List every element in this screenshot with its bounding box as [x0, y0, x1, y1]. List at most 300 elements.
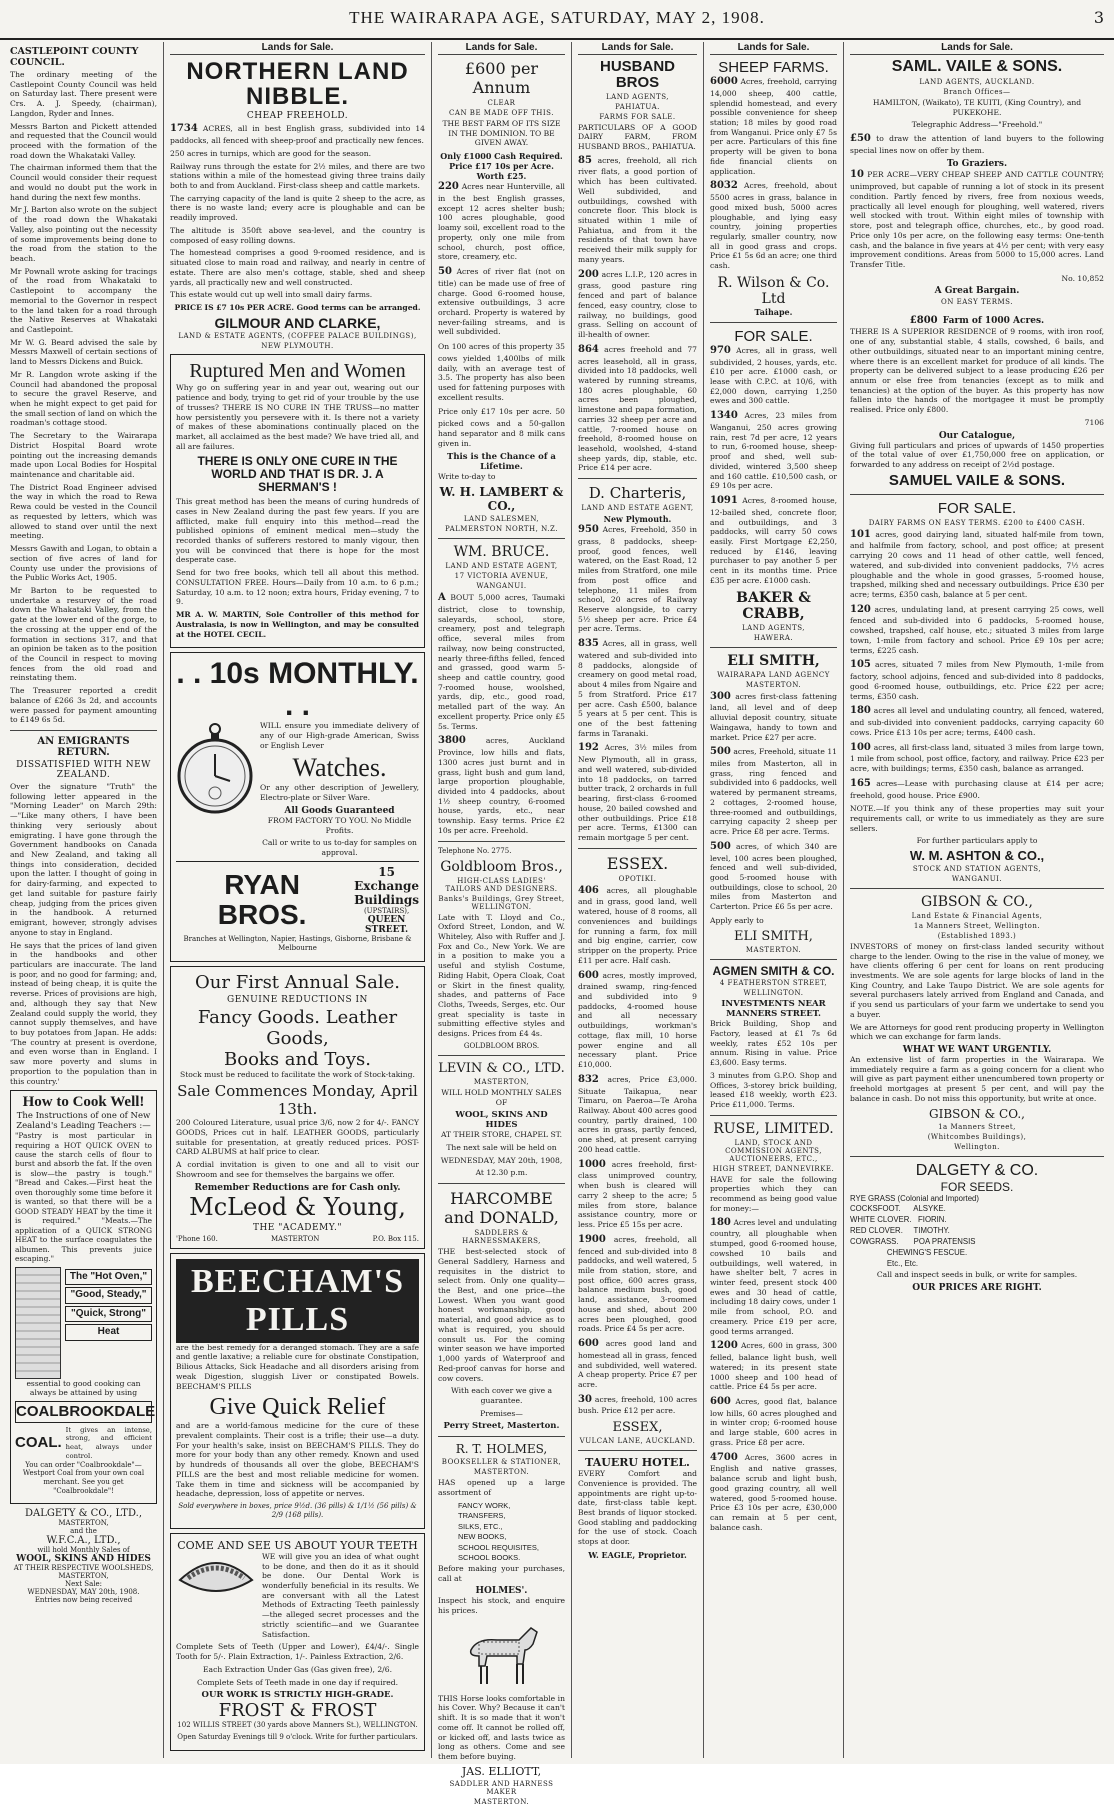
ryan-branches: Branches at Wellington, Napier, Hastings, Gisborne, Brisbane & Melbourne	[183, 934, 412, 952]
listing-number: 200	[578, 268, 599, 280]
call-to-us: Call or write to us to-day for samples on approval.	[262, 838, 417, 857]
listing-text: Acres, all in grass, well subdivided, 2 houses, yards, etc. £10 per acre. £1000 cash, or lease with C.P.C. at 10/6, with £2,000 down, carrying 1,250 ewes and 300 cattle.	[710, 345, 837, 406]
saml-sub: LAND AGENTS, AUCKLAND.	[919, 77, 1035, 86]
saml-vaile-name: SAML. VAILE & SONS.	[891, 58, 1063, 75]
husband-lots	[578, 155, 697, 474]
nibble-acres: 1734	[170, 123, 198, 135]
wfca-name: W.F.C.A., LTD.,	[46, 1535, 121, 1547]
listing-number: 8032	[710, 180, 738, 192]
forsale-title: FOR SALE.	[937, 499, 1017, 517]
property-listing	[850, 705, 1104, 737]
listing-text: acres, all ploughable and in grass, good land, well watered, house of 8 rooms, all conveniences and buildings for running a farm, fox mill and big engine, carrier, cow stripper on the property. Price £11 per acre. Half cash.	[578, 885, 697, 965]
gibson2-name: GIBSON & CO.,	[929, 1106, 1025, 1121]
listing-text: Acres, 3½ miles from New Plymouth, all in grass, and well watered, sub-divided into 18 paddocks, on tarred butter track, 2 orchards in full bearing, first-class 6-roomed house, 20 bailed cowshed and other outbuildings. Price £18 per acre. Terms, £1300 can remain mortgage 5 per cent.	[578, 743, 697, 842]
nibble-p7: This estate would cut up well into small dairy farms.	[170, 290, 373, 300]
goldbloom-name: Goldbloom Bros.,	[440, 858, 563, 875]
listing-number: 1200	[710, 1340, 738, 1352]
seed-item: CHEWING'S FESCUE.	[850, 1248, 968, 1258]
council-paragraph: The District Road Engineer advised the way in which the road to Rewa Rewa could be vested in the Council as requested by letters, which was allowed to stand over until the next meeting.	[10, 482, 157, 541]
elliott-sub: SADDLER AND HARNESS MAKER	[449, 1779, 554, 1796]
sale-title: Our First Annual Sale.	[195, 971, 400, 993]
ruse-sub: LAND, STOCK AND COMMISSION AGENTS, AUCTIONEERS, ETC.,	[725, 1138, 822, 1163]
listing-number: 864	[578, 343, 599, 355]
property-listing	[850, 742, 1104, 774]
nibble-p5: The altitude is 350ft above sea-level, and the country is composed of easy rolling downs.	[170, 225, 425, 245]
teeth-prices: Complete Sets of Teeth (Upper and Lower), £4/4/-. Single Tooth for 5/-. Plain Extraction, 1/-. Painless Extraction, 2/6.	[176, 1642, 419, 1662]
sheep-title: SHEEP FARMS.	[718, 59, 829, 76]
eli-sign: ELI SMITH,	[734, 928, 813, 944]
frost-address: 102 WILLIS STREET (30 yards above Manners St.), WELLINGTON.	[177, 1721, 418, 1730]
council-paragraph: The ordinary meeting of the Castlepoint County Council was held on Saturday last. There present were Crs. A. J. Speedy, (chairman), Langdon, Ryder and Innes.	[10, 70, 157, 118]
nibble-price: PRICE IS £7 10s PER ACRE. Good terms can be arranged.	[174, 302, 421, 312]
baker-place: HAWERA.	[753, 633, 794, 642]
listing-number: 835	[578, 638, 599, 650]
gibson-est: (Established 1893.)	[937, 931, 1017, 940]
teeth-advert	[170, 1533, 425, 1751]
nibble-advert	[170, 59, 425, 350]
teeth-title: COME AND SEE US ABOUT YOUR TEETH	[177, 1538, 418, 1552]
telephone: Telephone No. 2775.	[438, 846, 512, 855]
council-paragraph: Messrs Barton and Pickett attended and requested that the Council would proceed with the formation of the road down the Whakataki Valley.	[10, 121, 157, 160]
gibson-sub: Land Estate & Financial Agents,	[911, 911, 1043, 920]
rupture-cure: THERE IS ONLY ONE CURE IN THE WORLD AND THAT IS DR. J. A SHERMAN'S !	[197, 454, 398, 494]
listing-number: 180	[710, 1216, 731, 1228]
property-listing	[438, 341, 565, 402]
monthly-text: WILL ensure you immediate delivery of any of our High-grade American, Swiss or English Lever	[260, 721, 419, 750]
emigrants-paragraph: He says that the prices of land given in the handbooks and other particulars are inaccurate. The land is poor, and no good for farming; and, instead of being cheap, it is quite the reverse. Prices of provisions are high, and, although they say that New Zealand could supply the world, they cannot supply themselves, and have to buy potatoes from Japan. He adds: 'The country at present is overdone, and even worse than in England. I saw more poverty and slums in proportion to the population than in this country.'	[10, 940, 157, 1086]
levin-next: The next sale will be held on	[446, 1143, 557, 1153]
taueru-text: EVERY Comfort and Convenience is provided. The appointments are right up-to-date, first-class table kept. Best brands of liquor stocked. Good stabling and paddocking for the use of stock. Coach stops at door.	[578, 1469, 697, 1547]
oven-label: "Good, Steady,"	[65, 1287, 152, 1304]
bargain-p: THERE IS A SUPERIOR RESIDENCE of 9 rooms, with iron roof, one of any, substantial stable, 4 stalls, cowshed, 6 bails, and other outbuildings, situated near to an important mining centre, where there is an excellent market for produce of all kinds. The property can be delivered subject to a lease producing £26 per annum or else free from tenancies (except as to milk and tenancies) at the option of the buyer. As this property has now fallen into the hands of the mortgagee it must be promptly realised. Price only £800.	[850, 327, 1104, 415]
coal-advert	[10, 1090, 157, 1504]
gibson2-place: Wellington.	[954, 1142, 1000, 1151]
property-listing	[710, 76, 837, 176]
forsale-lots	[710, 345, 837, 586]
coal-order: You can order "Coalbrookdale"—Westport Coal from your own coal merchant. See you get "Coalbrookdale"!	[22, 1460, 145, 1496]
listing-number: 500	[710, 746, 731, 758]
seed-item: RYE GRASS (Colonial and Imported)	[850, 1193, 979, 1203]
listing-number: 3800	[438, 735, 466, 747]
property-listing	[850, 778, 1104, 801]
listing-text: Acres, all in grass, well watered and sub-divided into 8 paddocks, alongside of creamery on good metal road, about 4 miles from Ngaire and 5 from Stratford. Price £17 per acre. Cash £500, balance 5 years at 5 per cent. This is one of the best fattening farms in Taranaki.	[578, 639, 697, 738]
and-the: and the	[70, 1527, 97, 1536]
ruse-lots	[710, 1217, 837, 1533]
annum-title: £600 per Annum	[464, 59, 539, 97]
wfca-will: will hold Monthly Sales of	[37, 1546, 130, 1555]
give-quick-relief: Give Quick Relief	[209, 1394, 386, 1421]
listing-text: acres good land and homestead all in grass, fenced and subdivided, well watered. A cheap property. Price £7 per acre.	[578, 1338, 697, 1389]
coal-brand: COALBROOKDALE	[15, 1401, 152, 1423]
sheep-lots	[710, 76, 837, 271]
holmes-text: HAS opened up a large assortment of	[438, 1478, 565, 1498]
listing-text: acres, Freehold, situate 11 miles from Masterton, all in grass, ring fenced and subdivided into 6 paddocks, well watered by permanent streams, 2 cottages, 2-roomed house, three-roomed and outbuildings, carrying capacity 2 sheep per acre. Price £8 per acre. Terms.	[710, 747, 837, 837]
invest-title: INVESTMENTS NEAR MANNERS STREET.	[721, 999, 826, 1020]
sale-goods: Fancy Goods. Leather Goods,	[197, 1006, 398, 1049]
dentures-icon	[176, 1552, 256, 1608]
oven-label: Heat	[65, 1324, 152, 1341]
seed-item: WHITE CLOVER. FIORIN.	[850, 1215, 947, 1225]
listing-text: Price only £17 10s per acre. 50 picked cows and a 50-gallon hand separator and 8 milk cans given in.	[438, 407, 565, 448]
eli-sub: WAIRARAPA LAND AGENCY	[717, 670, 830, 679]
council-paragraph: The Secretary to the Wairarapa District Hospital Board wrote pointing out the increasing demands made upon Local Bodies for Hospital maintenance and charitable aid.	[10, 431, 157, 480]
listing-text: On 100 acres of this property 35 cows yielded 1,400lbs of milk daily, with an average test of 3.5. The property has also been used for fattening purposes with excellent results.	[438, 342, 565, 402]
column-heading: Lands for Sale.	[578, 42, 697, 55]
holmes-place: MASTERTON.	[473, 1468, 530, 1477]
listing-text: Acres level and undulating country, all ploughable when stumped, good 6-roomed house, cowshed 10 bails and outbuildings, well watered, in hawe shelter belt, 7 acres in winter feed, present stock 400 ewes and 30 head of cattle, including 18 dairy cows, under 1 mile from school, P.O. and creamery. Price £19 per acre, good terms arranged.	[710, 1217, 837, 1336]
ashton-place: WANGANUI.	[951, 874, 1003, 883]
beecham-text: are the best remedy for a deranged stomach. They are a safe and gentle laxative; a reliable cure for obstinate Constipation, Bilious Attacks, Sick Headache and all disorders arising from weak Digestion, sluggish Liver or constipated Bowels. BEECHAM'S PILLS	[176, 1342, 419, 1391]
rupture-p1: Why go on suffering year in and year out, wearing out our patience and body, trying to get rid of your trouble by the use of trusses? THERE IS NO CURE IN THE TRUSS—no matter how persistently you persevere with it. Is there not a variety of makes of these abominations continually placed on the market, all acclaimed as the best made? We have tried all, and all are failures.	[176, 383, 419, 451]
harcombe-text: THE best-selected stock of General Saddlery, Harness and requisites in the district to select from. Only one quality—the Best, and one price—the Lowest. When you want good honest workmanship, good material, and good advice as to what is required, you should consult us. For the coming winter season we have imported 1,000 yards of Waterproof and Red-proof canvas for horse and cow covers.	[438, 1247, 565, 1383]
annum-price: Price £17 10s per Acre. Worth £25.	[449, 161, 554, 182]
property-listing	[710, 495, 837, 586]
property-listing	[438, 735, 565, 835]
listing-number: 1900	[578, 1233, 606, 1245]
property-listing	[438, 406, 565, 448]
dalgety-place: MASTERTON,	[58, 1519, 109, 1528]
sale-subtitle: GENUINE REDUCTIONS IN	[227, 994, 368, 1005]
wfca-next: Next Sale:	[65, 1580, 102, 1589]
listing-text: acres, Price £3,000. Situate Taikapua, near Timaru, on Paeroa—Te Aroha Railway. About 400 acres good country, partly drained, 100 acres in grass, partly fenced, one shed, at present carrying 200 head cattle.	[578, 1074, 697, 1154]
chance: This is the Chance of a Lifetime.	[447, 452, 556, 473]
goldbloom-text: Late with T. Lloyd and Co., Oxford Street, London, and W. Whiteley, Also with Ruffer and J. Fox and Co., New York. We are in a position to make you a useful and stylish Costume, Riding Habit, Opera Cloak, Coat or Skirt in the finest quality, shades, and patterns of Face Cloths, Tweeds, Serges, etc. Our great speciality is taste in submitting effective styles and designs. Prices from £4 4s.	[438, 912, 565, 1039]
property-listing	[710, 1452, 837, 1533]
nibble-p1: ACRES, all in best English grass, subdivided into 14 paddocks, all fenced with sheep-proof and practically new fences.	[170, 124, 425, 146]
harcombe-guarantee: With each cover we give a guarantee.	[450, 1386, 553, 1405]
ryan-bros: RYAN BROS.	[217, 869, 307, 930]
holmes-item: SCHOOL REQUISITES,	[458, 1542, 539, 1552]
watches-word: Watches.	[292, 753, 387, 783]
annual-sale-advert	[170, 966, 425, 1249]
sale-note: Remember Reductions are for Cash only.	[194, 1182, 401, 1193]
sale-invitation: A cordial invitation is given to one and all to visit our Showroom and see for themselves the bargains we offer.	[176, 1160, 419, 1179]
property-listing	[710, 841, 837, 912]
invest-text-2: 3 minutes from G.P.O. Shop and Offices, 3-storey brick building, leased £18 weekly, worth £23. Price £11,000. Terms.	[710, 1070, 837, 1109]
watches-advert	[170, 652, 425, 961]
property-listing	[438, 592, 565, 731]
samuel-vaile: SAMUEL VAILE & SONS.	[888, 471, 1066, 489]
essex-addr: VULCAN LANE, AUCKLAND.	[579, 1437, 696, 1446]
property-listing	[578, 269, 697, 340]
gibson-text-2: We are Attorneys for good rent producing property in Wellington which we can exchange for farm lands.	[850, 1022, 1104, 1042]
annum-text: THE BEST FARM OF ITS SIZE IN THE DOMINION. TO BE GIVEN AWAY.	[442, 119, 561, 148]
property-listing	[578, 1338, 697, 1390]
listing-text: Acres, 8-roomed house, 12-bailed shed, concrete floor, and outbuildings, and 3 paddocks, will carry 50 cows easily. First Mortgage £2,250, reduced by £146, leaving purchaser to pay another 5 per cent in its months time. Price £35 per acre. £1000 cash.	[710, 496, 837, 585]
saml-branches: HAMILTON, (Waikato), TE KUITI, (King Country), and PUKEKOHE.	[872, 97, 1082, 117]
opotiki: OPOTIKI.	[618, 874, 657, 883]
ryan-address: 15 Exchange Buildings	[354, 864, 420, 907]
eli-name: ELI SMITH,	[727, 652, 820, 669]
graziers-p: PER ACRE—VERY CHEAP SHEEP AND CATTLE COUNTRY; unimproved, but capable of running a lot of stock in its present condition. Partly fenced by rivers, free from noxious weeds, practically all level enough for ploughing, well watered, rivers well stocked with trout. Within eight miles of township with store, post and telegraph office, churches, etc., by good road. Price only 10s per acre, on the following easy terms: One-tenth cash, and the balance in five years at 4½ per cent; with very easy improvement conditions. Areas from 5000 to 15,000 acres. Land Transfer Title.	[850, 170, 1104, 270]
masthead-title: THE WAIRARAPA AGE, SATURDAY, MAY 2, 1908.	[349, 8, 765, 27]
rupture-p2: This great method has been the means of curing hundreds of cases in New Zealand during the past few years. If you are afflicted, make full enquiry into this method—read the published opinions of eminent medical men—study the recorded thanks of sufferers restored to manly vigour, then you will be convinced that there is hope for the most desperate case.	[176, 497, 419, 565]
gibson-name: GIBSON & CO.,	[921, 893, 1033, 910]
frost-hours: Open Saturday Evenings till 9 o'clock. Write for further particulars.	[177, 1733, 418, 1742]
beecham-foot: Sold everywhere in boxes, price 9½d. (36 pills) & 1/1½ (56 pills) & 2/9 (168 pills).	[178, 1501, 417, 1519]
emigrants-headline: AN EMIGRANTS RETURN.	[37, 736, 130, 758]
beecham-title: BEECHAM'S PILLS	[176, 1259, 419, 1343]
from-factory: FROM FACTORY TO YOU. No Middle Profits.	[267, 815, 412, 835]
ruse-place: HIGH STREET, DANNEVIRKE.	[712, 1164, 835, 1173]
listing-number: 832	[578, 1073, 599, 1085]
elliott-name: JAS. ELLIOTT,	[461, 1764, 542, 1778]
column-lands-5	[704, 42, 844, 1758]
graziers-text: to draw the attention of land buyers to the following special lines now on offer by them.	[850, 133, 1104, 155]
saml-branch: Branch Offices—	[943, 87, 1011, 96]
bruce-addr: 17 VICTORIA AVENUE,	[454, 572, 549, 581]
listing-number: 500	[710, 840, 731, 852]
property-listing	[850, 659, 1104, 701]
levin-name: LEVIN & CO., LTD.	[438, 1060, 565, 1076]
taueru-name: TAUERU HOTEL.	[585, 1456, 690, 1470]
sale-date: Sale Commences Monday, April 13th.	[177, 1082, 418, 1119]
beecham-text-2: and are a world-famous medicine for the cure of these prevalent complaints. Their cost is a trifle; their use—a duty. For your health's sake, insist on BEECHAM'S PILLS. They do more for your body than any other remedy. Known and used by hundreds of thousands all over the globe, BEECHAM'S PILLS are the best and most reliable medicine for women. Take them in time and sickness will be accompanied by headache, depression, loss of appetite or nerves.	[176, 1421, 419, 1499]
masthead	[0, 0, 1114, 40]
property-listing	[710, 746, 837, 837]
premises: Premises—	[480, 1408, 523, 1418]
column-heading: Lands for Sale.	[170, 42, 425, 55]
coal-note: It gives an intense, strong, and efficient heat, always under control.	[65, 1425, 152, 1460]
listing-text: Acres of river flat (not on title) can be made use of free of charge. Good 6-roomed house, extensive outbuildings, 3 acre orchard. Property is watered by never-failing streams, and is well subdivided.	[438, 266, 566, 337]
holmes-text-2: Before making your purchases, call at	[438, 1563, 565, 1583]
coal-illustration	[15, 1267, 61, 1379]
levin-at: AT THEIR STORE, CHAPEL ST.	[440, 1130, 563, 1140]
listing-text: acres, freehold, all rich river flats, a good portion of which has been cultivated. Well subdivided, and outbuildings, cowshed with concrete floor. This block is situated within 1 mile of Pahiatua, and from it the residents of that town have received their milk supply for many years.	[578, 155, 697, 264]
council-paragraph: Mr Pownall wrote asking for tracings of the road from Whakataki to Castlepoint to accompany the memorial to the Governor in respect to the land taken for a road through the Native Reserves at Whakataki and Castlepoint.	[10, 266, 157, 334]
council-paragraph: The Treasurer reported a credit balance of £266 3s 2d, and accounts were passed for payment amounting to £149 6s 5d.	[10, 686, 157, 725]
ashton-sub: STOCK AND STATION AGENTS,	[912, 864, 1042, 873]
property-listing	[710, 345, 837, 406]
nibble-p2: 250 acres in turnips, which are good for the season.	[170, 148, 372, 158]
goods-guaranteed: All Goods Guaranteed	[284, 805, 395, 816]
rug-text: THIS Horse looks comfortable in his Cover. Why? Because it can't shift. It is so made that it won't come off. It cannot be rolled off, or kicked off, and lasts twice as long as others. Come and see them before buying.	[438, 1693, 565, 1762]
wfca-wool: WOOL, SKINS AND HIDES	[16, 1554, 151, 1565]
annum-cash: Only £1000 Cash Required.	[440, 151, 563, 162]
agmen-addr: 4 FEATHERSTON STREET,	[719, 979, 828, 988]
ashton-name: W. M. ASHTON & CO.,	[909, 848, 1045, 864]
forsale-note: NOTE.—If you think any of these properties may suit your requirements call, or write to us immediately as they are sure sellers.	[850, 804, 1104, 833]
eli-sign-place: MASTERTON.	[745, 945, 802, 954]
frost-frost: FROST & FROST	[218, 1700, 377, 1722]
gilmour-name: GILMOUR AND CLARKE,	[214, 314, 381, 331]
pobox: P.O. Box 115.	[372, 1234, 419, 1243]
listing-text: acres—Lease with purchasing clause at £14 per acre; freehold, good house. Price £900.	[850, 778, 1104, 800]
listing-text: acres, of which 340 are level, 100 acres been ploughed, fenced and well sub-divided, good 5-roomed house with outbuildings, close to school, 20 miles from Masterton and Carterton. Price £6 5s per acre.	[710, 841, 837, 912]
oven-labels	[65, 1267, 152, 1379]
annum-lots	[438, 181, 565, 448]
gilmour-sub: LAND & ESTATE AGENTS, (COFFEE PALACE BUILDINGS),	[178, 332, 417, 341]
holmes-text-3: Inspect his stock, and enquire his prices.	[438, 1596, 565, 1615]
bargain-sub: ON EASY TERMS.	[941, 298, 1013, 307]
husband-name: HUSBAND BROS	[600, 58, 675, 91]
holmes-item: TRANSFERS,	[458, 1511, 506, 1521]
listing-text: acres, mostly improved, drained swamp, ring-fenced and subdivided into 9 paddocks, 4-roomed house and all necessary outbuildings, workman's cottage, flax mill, 10 horse power engine and all necessary plant. Price £10,000.	[578, 970, 697, 1070]
coal-word: COAL.	[15, 1434, 62, 1452]
property-listing	[710, 1217, 837, 1337]
charteris-sub: LAND AND ESTATE AGENT,	[581, 504, 694, 513]
council-paragraph: Messrs Gawith and Logan, to obtain a section of five acres of land for County use under the provisions of the Public Works Act, 1905.	[10, 544, 157, 583]
gilmour-place: NEW PLYMOUTH.	[261, 342, 334, 351]
listing-number: 1000	[578, 1158, 606, 1170]
dalgety-wool-sale	[10, 1508, 157, 1604]
mcleod-place: MASTERTON	[270, 1234, 320, 1243]
rupture-title: Ruptured Men and Women	[189, 360, 406, 383]
property-listing	[710, 1340, 837, 1392]
listing-text: Acres, freehold, about 5500 acres in grass, balance in good mixed bush, 5000 acres ploughable, and lying easy country, joining properties regularly, smaller country, now all in good grass and crops. Price £1 5s 6d an acre; one third cash.	[710, 181, 838, 271]
listing-text: acres, all first-class land, situated 3 miles from large town, 1 mile from school, post office, factory, and railway. Price £23 per acre, with buildings; terms, £350 cash, balance as arranged.	[850, 742, 1104, 774]
holmes-shop: HOLMES'.	[475, 1586, 528, 1597]
bargain-title: A Great Bargain.	[934, 286, 1020, 297]
column-news	[4, 42, 164, 1758]
pocket-watch-icon	[176, 721, 254, 817]
dalgety-title: DALGETY & CO.	[915, 1161, 1039, 1179]
listing-number: 300	[710, 690, 731, 702]
bruce-place: WANGANUI.	[476, 582, 527, 591]
levin-wool: WOOL, SKINS AND HIDES	[455, 1110, 548, 1131]
property-listing	[578, 155, 697, 265]
bruce-sub: LAND AND ESTATE AGENT,	[445, 562, 558, 571]
listing-text: acres, undulating land, at present carrying 25 cows, well fenced and sub-divided into 6 paddocks, 5-roomed house, cowshed, trapshed, calf house, etc.; situated 3 miles from large town, 1-mile from factory and school. Price £9 10s per acre; terms, £225 cash.	[850, 604, 1104, 655]
column-lands-3	[432, 42, 572, 1806]
holmes-items	[438, 1501, 565, 1564]
listing-text: acres, good dairying land, situated half-mile from town, and halfmile from factory, school, and post office; at present carrying 20 cows and 11 head of other cattle, well fenced, watered, and sub-divided into convenient paddocks, 7½ acres ploughable and the whole in good grasses, 5-roomed house, trapshed, milking shed and necessary outbuildings. Price £30 per acre; terms, £350 cash, balance at 5 per cent.	[850, 529, 1104, 599]
property-listing	[578, 344, 697, 473]
listing-text: BOUT 5,000 acres, Taumaki district, close to township, saleyards, school, store, creamery, post and telegraph office, several miles from railway, now being constructed, nearly three-fifths felled, fenced and grassed, good warm 5-sheep and cattle country, good 7-roomed house, woolshed, yards, dip, etc., good road, metalled part of the way. An excellent property. Price only £5 5s. Terms.	[438, 593, 565, 731]
ryan-street: QUEEN STREET.	[365, 914, 409, 935]
council-paragraph: Mr Barton to be requested to undertake a resurvey of the road down the Whakataki Valley, from the gate at the lower end of the gorge, to the crossing at the upper end of the formation in sections 317, and that an opinion be taken as to the position of the Council in respect to moving fences from the old road and reinstating them.	[10, 585, 157, 683]
listing-text: Acres, 600 in grass, 300 felled, balance light bush, well watered; in its present state 1000 sheep and 100 head of cattle. Price £4 5s per acre.	[710, 1341, 837, 1392]
property-listing	[578, 885, 697, 966]
further-particulars: For further particulars apply to	[916, 836, 1038, 846]
essex-lots	[578, 885, 697, 1416]
listing-number: 85	[578, 154, 592, 166]
wilson-name: R. Wilson & Co. Ltd	[717, 274, 830, 307]
listing-text: acres freehold and 77 acres leasehold, all in grass, divided into 18 paddocks, well watered by running streams, 180 acres ploughable, 60 acres been ploughed, limestone and papa formation, carries 32 sheep per acre and cattle, 7-roomed house on freehold, 8-roomed house on leasehold, woolshed, 4-stand sheep yards, dip, stable, etc. Price £14 per acre.	[578, 344, 697, 473]
levin-time: At 12.30 p.m.	[475, 1168, 528, 1178]
emigrants-article	[10, 782, 157, 1086]
property-listing	[438, 181, 565, 262]
page-number: 3	[1093, 8, 1104, 27]
seed-call: Call and inspect seeds in bulk, or write for samples.	[876, 1269, 1078, 1279]
gibson-addr: 1a Manners Street, Wellington.	[913, 921, 1041, 930]
emigrants-subhead: DISSATISFIED WITH NEW ZEALAND.	[16, 760, 151, 780]
property-listing	[578, 742, 697, 842]
want-text: An extensive list of farm properties in the Wairarapa. We immediately require a farm as a going concern for a client who will give as part payment either unencumbered town property or freehold mortgages at present 5 per cent, and will pay the balance in cash. Do not miss this opportunity, but write at once.	[850, 1054, 1104, 1103]
ruse-name: RUSE, LIMITED.	[713, 1120, 834, 1137]
listing-number: 600	[710, 1395, 731, 1407]
listing-text: Acres near Hunterville, all in the best English grasses, except 12 acres shelter bush; 100 acres ploughable, good loamy soil, excellent road to the property, only one mile from school, church, post office, store, creamery, etc.	[438, 182, 565, 262]
holmes-item: FANCY WORK,	[458, 1500, 511, 1510]
holmes-sub: BOOKSELLER & STATIONER,	[441, 1458, 562, 1467]
dalgety-name: DALGETY & CO., LTD.,	[24, 1508, 142, 1520]
ruse-intro: HAVE for sale the following properties which they can recommend as being good value for money:—	[710, 1174, 837, 1213]
listing-text: acres, Auckland Province, low hills and flats, 1300 acres just burnt and in grass, light bush and gum land, large proportion ploughable, divided into 4 paddocks, about 1½ sheep country, 6-roomed house, yards, etc., near township. Easy terms. Price £2 10s per acre. Freehold.	[438, 736, 565, 835]
charteris-name: D. Charteris,	[588, 484, 687, 503]
bargain-code: 7106	[1084, 417, 1104, 427]
listing-number: 6000	[710, 76, 738, 87]
column-lands-6	[844, 42, 1110, 1758]
teeth-text: WE will give you an idea of what ought to be done, and then do it as it should be done. Our Dental Work is wonderfully beneficial in its results. We are conversant with all the Latest Methods of Extracting Teeth painlessly—the alleged secret processes and the strictly scientific—and we Guarantee Satisfaction.	[262, 1551, 419, 1639]
dairy-lots	[850, 529, 1104, 801]
goldbloom-sub: HIGH-CLASS LADIES' TAILORS AND DESIGNERS.	[445, 876, 558, 893]
husband-sub: LAND AGENTS,	[606, 92, 669, 101]
listing-number: 600	[578, 1337, 599, 1349]
emigrants-paragraph: Over the signature "Truth" the following letter appeared in the "Morning Leader" on March 29th:—"Like many others, I have been thinking very seriously about emigrating. I have gone through the Government handbooks on Canada and New Zealand, and taking all things into consideration, decided upon the latter. I thought of going in for dairy-farming, and expected to get land suitable for pasture fairly cheap, judging from the prices given in the handbook. A returned emigrant, however, strongly advises anyone to stay in England.	[10, 782, 157, 937]
column-lands-4	[572, 42, 704, 1758]
charteris-lots	[578, 524, 697, 843]
council-paragraph: Mr R. Langdon wrote asking if the Council had abandoned the proposal to secure the gravel Reserve, and when he might expect to get paid for the small section of land on which the roadman's cottage stood.	[10, 369, 157, 428]
listing-number: 192	[578, 742, 599, 754]
listing-text: acres, situated 7 miles from New Plymouth, 1-mile from factory, school adjoins, fenced and sub-divided into 8 paddocks, good 6-roomed house, outbuildings, etc. Price £22 per acre; terms, £350 cash.	[850, 660, 1104, 701]
essex-title: ESSEX.	[606, 853, 669, 873]
wfca-date: WEDNESDAY, MAY 20th, 1908.	[27, 1588, 140, 1597]
sale-stock: Stock must be reduced to facilitate the work of Stock-taking.	[180, 1069, 415, 1079]
council-paragraph: The chairman informed them that the Council would consider their request and would no doubt put the work in hand during the next few months.	[10, 163, 157, 202]
property-listing	[850, 604, 1104, 656]
levin-text: WILL HOLD MONTHLY SALES OF	[441, 1087, 562, 1107]
baker-sub: LAND AGENTS,	[742, 623, 805, 632]
column-adverts-wide	[164, 42, 432, 1758]
holmes-name: R. T. HOLMES,	[455, 1442, 548, 1457]
listing-number: 165	[850, 777, 871, 789]
property-listing	[578, 638, 697, 738]
listing-text: acres freehold, first-class unimproved country, when bush is cleared will carry 2 sheep to the acre; 5 miles from store, balance assistance country, more or less. Price £5 15s per acre.	[578, 1159, 698, 1229]
listing-number: 180	[850, 705, 871, 717]
listing-number: 50	[438, 265, 452, 277]
agmen-name: AGMEN SMITH & CO.	[712, 963, 835, 978]
cook-subtitle: The Instructions of one of New Zealand's Leading Teachers :—	[16, 1111, 151, 1132]
listing-number: 950	[578, 524, 599, 536]
listing-number: 970	[710, 344, 731, 356]
listing-number: 406	[578, 884, 599, 896]
bruce-lots	[438, 592, 565, 835]
rupture-advert	[170, 354, 425, 648]
listing-text: acres, freehold, 100 acres bush. Price £12 per acre.	[578, 1394, 697, 1416]
harcombe-sub: SADDLERS & HARNESSMAKERS,	[462, 1229, 541, 1246]
eli-lots	[710, 691, 837, 912]
cook-text: "Pastry is most particular in requiring a HOT QUICK OVEN to cause the starch cells of flour to burst and absorb the fat. If the oven is slow—the pastry is tough." "Bread and Cakes.—First heat the oven thoroughly some time before it is wanted, so that there will be a GOOD STEADY HEAT by the time it is required." "Meats.—The application of a QUICK STRONG HEAT to the surface coagulates the albumen. This prevents juice escaping."	[15, 1131, 152, 1264]
goldbloom-addr: Banks's Buildings, Grey Street, WELLINGTON.	[438, 894, 565, 911]
catalogue-p: Giving full particulars and prices of upwards of 1450 properties of the total value of over £1,750,000 free on application, or forwarded to any address on receipt of 2½d postage.	[850, 440, 1104, 470]
listing-text: acres, freehold, all fenced and sub-divided into 8 paddocks, and well watered, 5 mile from station, store, and post office, 600 acres grass, balance medium bush, good land, assistance, 3-roomed house and shed, about 200 acres been ploughed, good roads. Price £4 5s per acre.	[578, 1234, 697, 1334]
nibble-title: NORTHERN LAND NIBBLE.	[186, 58, 409, 111]
property-listing	[578, 970, 697, 1070]
elliott-place: MASTERTON.	[473, 1797, 530, 1806]
cook-footnote: essential to good cooking can always be attained by using	[26, 1378, 141, 1398]
listing-text: acres all level and undulating country, all fenced, watered, and sub-divided into convenient paddocks, carrying capacity 60 cows. Price £13 10s per acre; terms, £400 cash.	[850, 706, 1104, 737]
wfca-entries: Entries now being received	[34, 1596, 133, 1605]
donald-name: and DONALD,	[444, 1208, 559, 1228]
listing-number: 100	[850, 741, 871, 753]
listing-number: 220	[438, 181, 459, 193]
annum-sub: CAN BE MADE OFF THIS.	[449, 109, 554, 117]
listing-text: Acres, Freehold, 350 in grass, 8 paddocks, sheep-proof, good fences, well watered, on the East Road, 12 miles from Stratford, one mile from post office and telephone, 11 miles from school, 20 acres of Railway Reserve alongside, to carry 5½ sheep per acre. Price £4 per acre. Terms.	[578, 525, 698, 634]
listing-text: acres first-class fattening land, all level and of deep alluvial deposit country, situate Waingawa, handy to town and market. Price £27 per acre.	[710, 691, 837, 742]
ryan-upstairs: (UPSTAIRS),	[363, 906, 410, 915]
baker-name: BAKER & CRABB,	[736, 589, 811, 622]
graziers-code: No. 10,852	[1061, 273, 1104, 283]
rupture-foot: MR A. W. MARTIN, Sole Controller of this method for Australasia, is now in Wellington, and may be consulted at the HOTEL CECIL.	[176, 610, 419, 639]
listing-number: 101	[850, 528, 871, 540]
lambert-place: PALMERSTON NORTH, N.Z.	[445, 525, 558, 534]
husband-intro: PARTICULARS OF A GOOD DAIRY FARM, FROM HUSBAND BROS., PAHIATUA.	[578, 122, 697, 151]
academy: THE "ACADEMY."	[252, 1222, 343, 1233]
property-listing	[578, 1234, 697, 1334]
apply-early: Apply early to	[710, 915, 764, 925]
oven-label: The "Hot Oven,"	[65, 1269, 152, 1286]
bargain-number: £800	[909, 315, 938, 327]
